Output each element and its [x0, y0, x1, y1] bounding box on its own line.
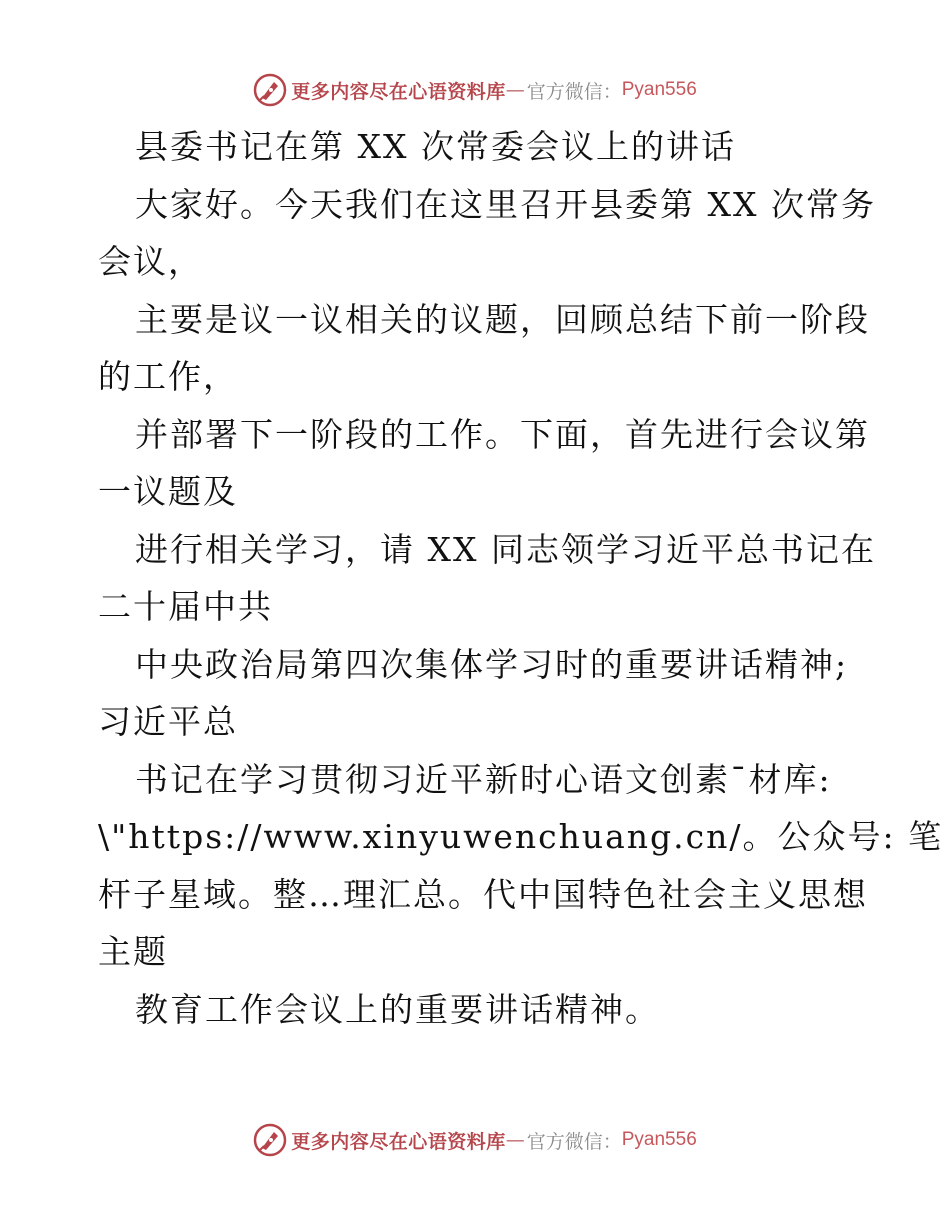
paragraph-line: 会议， [98, 242, 203, 281]
paragraph-line: 中央政治局第四次集体学习时的重要讲话精神; [135, 644, 849, 684]
paragraph-line: 书记在学习贯彻习近平新时心语文创素¯材库: [135, 759, 832, 799]
paragraph-line: 二十届中共 [98, 587, 273, 626]
paragraph-line: 习近平总 [98, 702, 238, 741]
pen-nib-logo-icon [253, 1123, 287, 1157]
paragraph-line: 的工作， [98, 357, 238, 396]
watermark-dash: — [505, 79, 525, 101]
paragraph-line: 并部署下一阶段的工作。下面，首先进行会议第 [135, 414, 870, 454]
paragraph-line: 杆子星域。整…理汇总。代中国特色社会主义思想 [98, 874, 868, 914]
header-watermark [0, 70, 950, 110]
footer-watermark [0, 1120, 950, 1160]
watermark-wechat-label: 官方微信： [526, 1130, 622, 1153]
document-body [98, 118, 944, 1038]
watermark-wechat-id: Pyan556 [621, 79, 697, 100]
document-title: 县委书记在第 XX 次常委会议上的讲话 [135, 127, 736, 166]
paragraph-line: 一议题及 [98, 472, 238, 511]
watermark-wechat-label: 官方微信： [526, 80, 622, 103]
paragraph-line: \"https://www.xinyuwenchuang.cn/。公众号: 笔 [98, 817, 944, 856]
watermark-wechat-id: Pyan556 [621, 1129, 697, 1150]
paragraph-line: 主题 [98, 932, 168, 971]
pen-nib-logo-icon [253, 73, 287, 107]
paragraph-line: 教育工作会议上的重要讲话精神。 [135, 989, 660, 1029]
paragraph-line: 主要是议一议相关的议题，回顾总结下前一阶段 [135, 299, 870, 339]
paragraph-line: 大家好。今天我们在这里召开县委第 XX 次常务 [135, 184, 876, 224]
watermark-text: 更多内容尽在心语资料库 [291, 80, 506, 103]
watermark-dash: — [505, 1129, 525, 1151]
watermark-text: 更多内容尽在心语资料库 [291, 1130, 506, 1153]
paragraph-line: 进行相关学习，请 XX 同志领学习近平总书记在 [135, 529, 876, 569]
